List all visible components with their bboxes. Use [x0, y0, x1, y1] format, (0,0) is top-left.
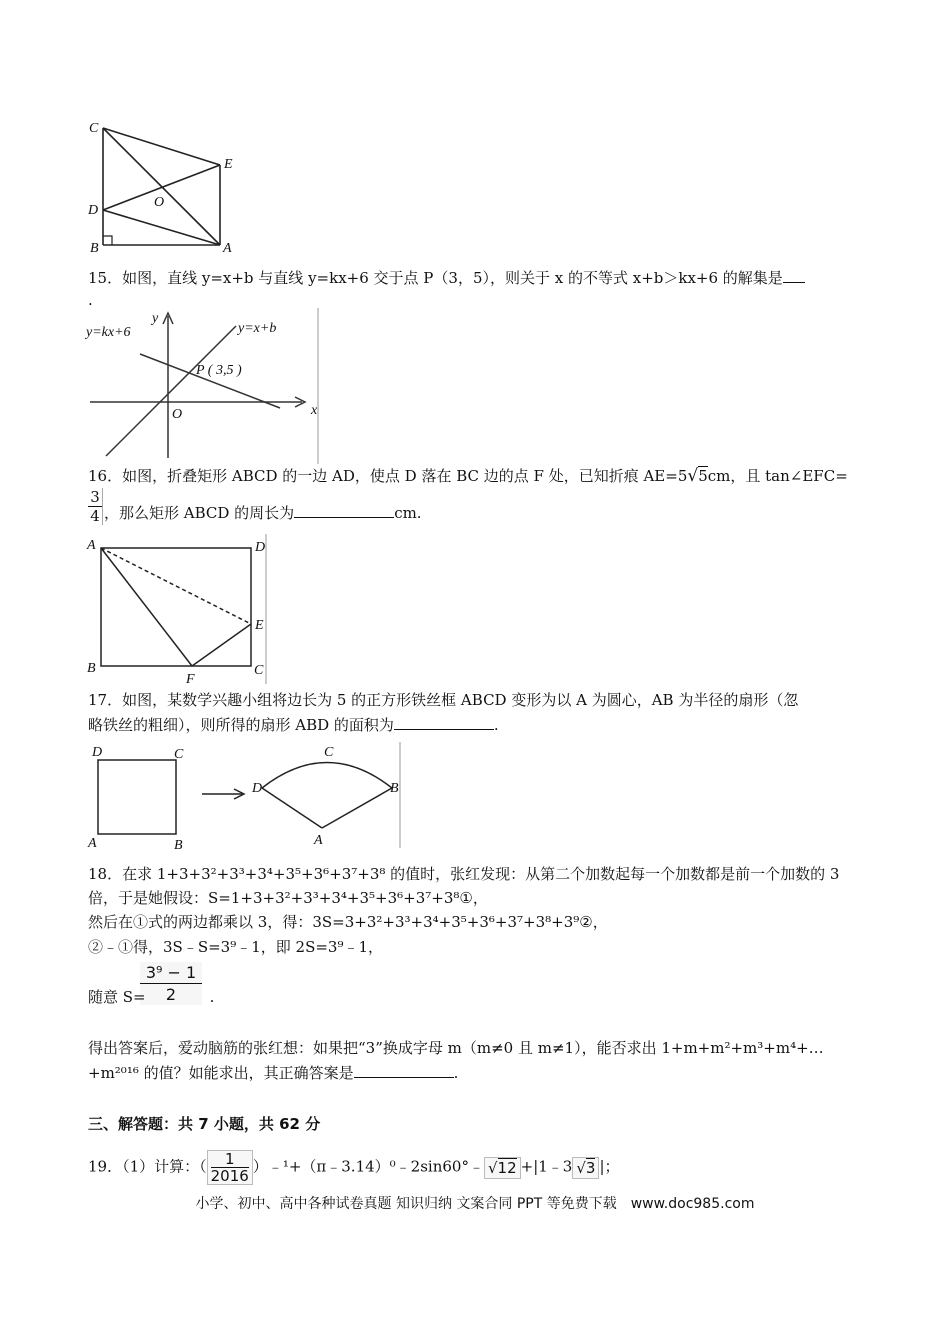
- q18-period: .: [209, 988, 215, 1006]
- q17-end: .: [493, 716, 499, 734]
- label-x-axis: x: [311, 403, 318, 418]
- q18-line6: 得出答案后，爱动脑筋的张红想：如果把“3”换成字母 m（m≠0 且 m≠1），能否求出 1+m+m²+m³+m⁴+…: [88, 1039, 824, 1057]
- label-d: D: [255, 540, 266, 555]
- q18-s-equals: 随意 S=: [88, 988, 146, 1006]
- page-footer: 小学、初中、高中各种试卷真题 知识归纳 文案合同 PPT 等免费下载 www.doc985.com: [195, 1196, 755, 1212]
- label-a-sector: A: [314, 833, 323, 848]
- q18-line4: ②﹣①得，3S﹣S=3⁹﹣1，即 2S=3⁹﹣1，: [88, 938, 384, 956]
- q18-line3: 然后在①式的两边都乘以 3，得：3S=3+3²+3³+3⁴+3⁵+3⁶+3⁷+3⁸+3⁹②，: [88, 913, 608, 931]
- q17-line1: 17．如图，某数学兴趣小组将边长为 5 的正方形铁丝框 ABCD 变形为以 A 为圆心，AB 为半径的扇形（忽: [88, 691, 799, 709]
- q18-end: .: [453, 1064, 459, 1082]
- q19-fraction: [207, 1150, 253, 1185]
- q16-answer-blank[interactable]: [294, 503, 394, 518]
- figure-q14: [84, 118, 244, 258]
- q17-line2: [88, 715, 499, 735]
- label-point-p: P ( 3,5 ): [196, 363, 242, 378]
- q16-unit: cm.: [394, 504, 422, 522]
- q18-text: +m²⁰¹⁶ 的值？如能求出，其正确答案是: [88, 1064, 354, 1082]
- q19-tail: |；: [599, 1157, 620, 1176]
- q16-text-c: ，那么矩形 ABCD 的周长为: [104, 504, 295, 522]
- q16-sqrt-value: 5: [698, 467, 708, 485]
- label-a: A: [223, 241, 232, 256]
- label-line-xb: y=x+b: [238, 321, 277, 336]
- label-e: E: [255, 618, 264, 633]
- label-c: C: [89, 121, 99, 136]
- q16-text-a: 16．如图，折叠矩形 ABCD 的一边 AD，使点 D 落在 BC 边的点 F 处，已知折痕 AE=5: [88, 467, 688, 485]
- q15-statement: 15．如图，直线 y=x+b 与直线 y=kx+6 交于点 P（3，5），则关于 x 的不等式 x+b＞kx+6 的解集是: [88, 269, 783, 287]
- q18-line1: 18．在求 1+3+3²+3³+3⁴+3⁵+3⁶+3⁷+3⁸ 的值时，张红发现：从第二个加数起每一个加数都是前一个加数的 3: [88, 865, 840, 883]
- q19-sqrt3-value: 3: [585, 1158, 596, 1177]
- q19-sqrt3: √3: [572, 1157, 599, 1179]
- q18-line2: 倍，于是她假设：S=1+3+3²+3³+3⁴+3⁵+3⁶+3⁷+3⁸①，: [88, 889, 488, 907]
- label-b: B: [87, 661, 96, 676]
- q19-mid: ）﹣¹+（π﹣3.14）⁰﹣2sin60°﹣: [252, 1157, 484, 1176]
- q19-frac-num: 1: [211, 1151, 249, 1168]
- q17-answer-blank[interactable]: [394, 715, 494, 730]
- q19-sqrt12-value: 12: [497, 1158, 517, 1177]
- q15-text: [88, 268, 805, 288]
- q19-line: [88, 1150, 620, 1185]
- q15-answer-blank[interactable]: [783, 268, 805, 283]
- label-b-sector: B: [390, 781, 399, 796]
- label-c: C: [174, 747, 184, 762]
- label-line-kx6: y=kx+6: [86, 325, 131, 340]
- q19-frac-den: 2016: [210, 1167, 249, 1185]
- q18-line7: [88, 1063, 458, 1083]
- figure-q16: [84, 534, 274, 684]
- label-b: B: [90, 241, 99, 256]
- q18-line5: [88, 987, 214, 1007]
- q19-abs: +|1﹣3: [520, 1157, 573, 1176]
- label-e: E: [224, 157, 233, 172]
- sqrt-symbol: √: [687, 466, 699, 486]
- label-f: F: [186, 672, 195, 684]
- label-y-axis: y: [152, 311, 159, 326]
- label-c-sector: C: [324, 745, 334, 760]
- figure-q15: [84, 308, 324, 464]
- q16-fraction: [88, 488, 103, 525]
- q16-frac-den: 4: [90, 507, 100, 525]
- q16-text-b: cm，且 tan∠EFC=: [707, 467, 848, 485]
- q19-lead: 19．（1）计算：（: [88, 1157, 207, 1176]
- label-b: B: [174, 838, 183, 852]
- figure-q17: [84, 742, 404, 852]
- q16-line2: [104, 503, 422, 523]
- q16-line1: [88, 466, 848, 486]
- q18-frac-num: 3⁹ − 1: [140, 962, 202, 984]
- section-heading: 三、解答题：共 7 小题，共 62 分: [88, 1115, 321, 1133]
- label-d: D: [92, 745, 103, 760]
- label-o: O: [154, 195, 165, 210]
- q18-answer-blank[interactable]: [354, 1063, 454, 1078]
- label-origin: O: [172, 407, 183, 422]
- q15-dot: .: [88, 291, 93, 309]
- label-c: C: [254, 663, 264, 678]
- q18-frac-den: 2: [165, 985, 177, 1004]
- q19-sqrt12: √12: [484, 1157, 521, 1179]
- label-a: A: [87, 538, 96, 553]
- label-a: A: [88, 836, 97, 851]
- q16-frac-num: 3: [88, 488, 102, 507]
- label-d: D: [88, 203, 99, 218]
- label-d-sector: D: [252, 781, 263, 796]
- q17-text: 略铁丝的粗细），则所得的扇形 ABD 的面积为: [88, 716, 394, 734]
